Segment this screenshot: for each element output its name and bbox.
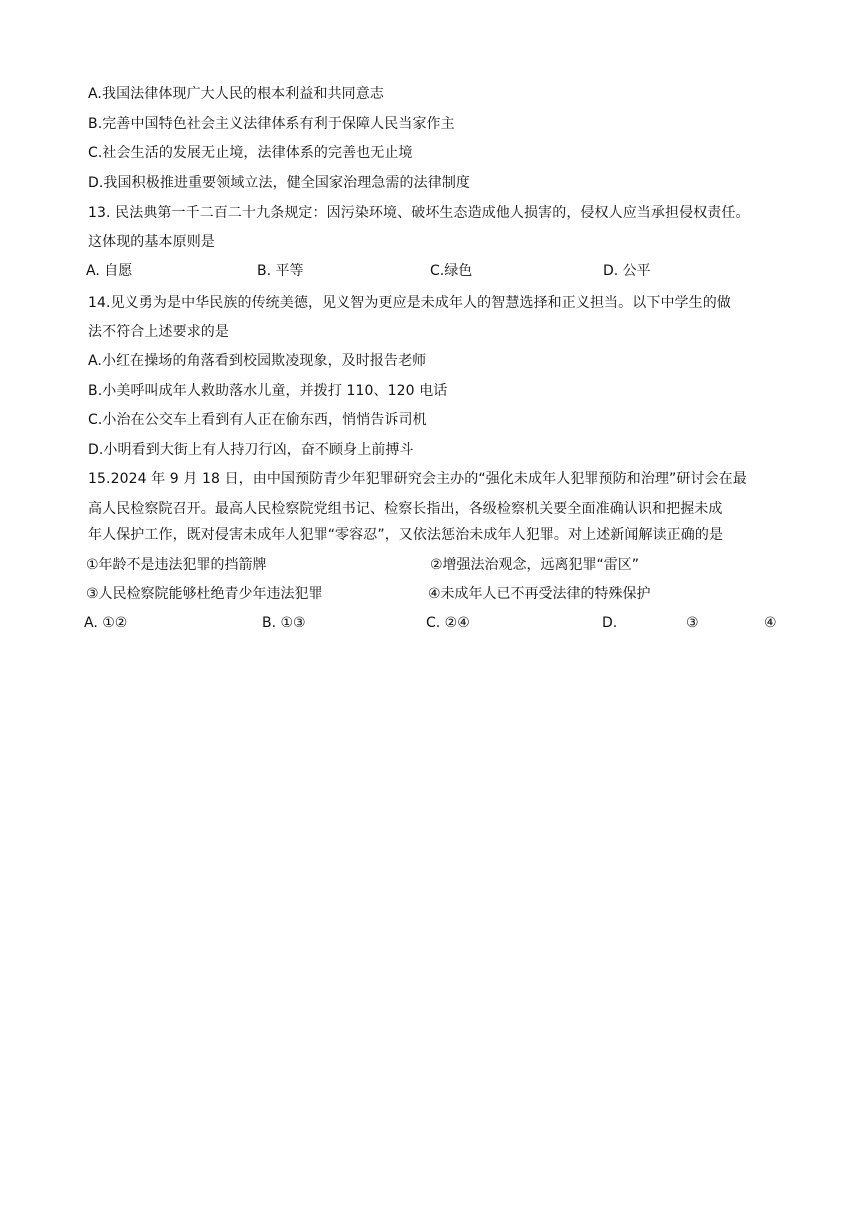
q13-stem-line-1: 13. 民法典第一千二百二十九条规定：因污染环境、破坏生态造成他人损害的，侵权人应当承担侵权责任。 — [88, 205, 750, 221]
q14-option-c: C.小治在公交车上看到有人正在偷东西，悄悄告诉司机 — [88, 412, 427, 428]
q13-stem-line-2: 这体现的基本原则是 — [88, 234, 215, 250]
q14-option-a: A.小红在操场的角落看到校园欺凌现象，及时报告老师 — [88, 353, 427, 369]
q13-option-b: B. 平等 — [257, 263, 304, 279]
q15-statement-3: ③人民检察院能够杜绝青少年违法犯罪 — [86, 586, 323, 602]
q15-stem-line-3: 年人保护工作，既对侵害未成年人犯罪“零容忍”，又依法惩治未成年人犯罪。对上述新闻解读正确的是 — [88, 527, 724, 543]
q14-stem-line-2: 法不符合上述要求的是 — [88, 324, 229, 340]
q13-option-c: C.绿色 — [430, 263, 473, 279]
q15-option-d-part-1: ③ — [686, 615, 699, 631]
q12-option-b: B.完善中国特色社会主义法律体系有利于保障人民当家作主 — [88, 116, 455, 132]
q15-option-d-label: D. — [602, 615, 618, 631]
q15-option-a: A. ①② — [84, 615, 128, 631]
q15-stem-line-2: 高人民检察院召开。最高人民检察院党组书记、检察长指出，各级检察机关要全面准确认识和把握未成 — [88, 501, 723, 517]
q15-option-d-part-2: ④ — [764, 615, 777, 631]
q14-option-b: B.小美呼叫成年人救助落水儿童，并拨打 110、120 电话 — [88, 383, 448, 399]
q15-stem-line-1: 15.2024 年 9 月 18 日，由中国预防青少年犯罪研究会主办的“强化未成年人犯罪预防和治理”研讨会在最 — [88, 471, 747, 487]
q13-option-d: D. 公平 — [603, 263, 651, 279]
q15-statement-2: ②增强法治观念，远离犯罪“雷区” — [430, 557, 640, 573]
q15-option-b: B. ①③ — [262, 615, 306, 631]
q15-option-c: C. ②④ — [426, 615, 470, 631]
q13-option-a: A. 自愿 — [86, 263, 133, 279]
q12-option-a: A.我国法律体现广大人民的根本利益和共同意志 — [88, 86, 384, 102]
q12-option-d: D.我国积极推进重要领域立法，健全国家治理急需的法律制度 — [88, 175, 471, 191]
q15-statement-1: ①年龄不是违法犯罪的挡箭牌 — [86, 557, 267, 573]
q15-statement-4: ④未成年人已不再受法律的特殊保护 — [428, 586, 651, 602]
q12-option-c: C.社会生活的发展无止境，法律体系的完善也无止境 — [88, 145, 413, 161]
q14-stem-line-1: 14.见义勇为是中华民族的传统美德，见义智为更应是未成年人的智慧选择和正义担当。以下中学生的做 — [88, 295, 731, 311]
q14-option-d: D.小明看到大街上有人持刀行凶，奋不顾身上前搏斗 — [88, 442, 414, 458]
